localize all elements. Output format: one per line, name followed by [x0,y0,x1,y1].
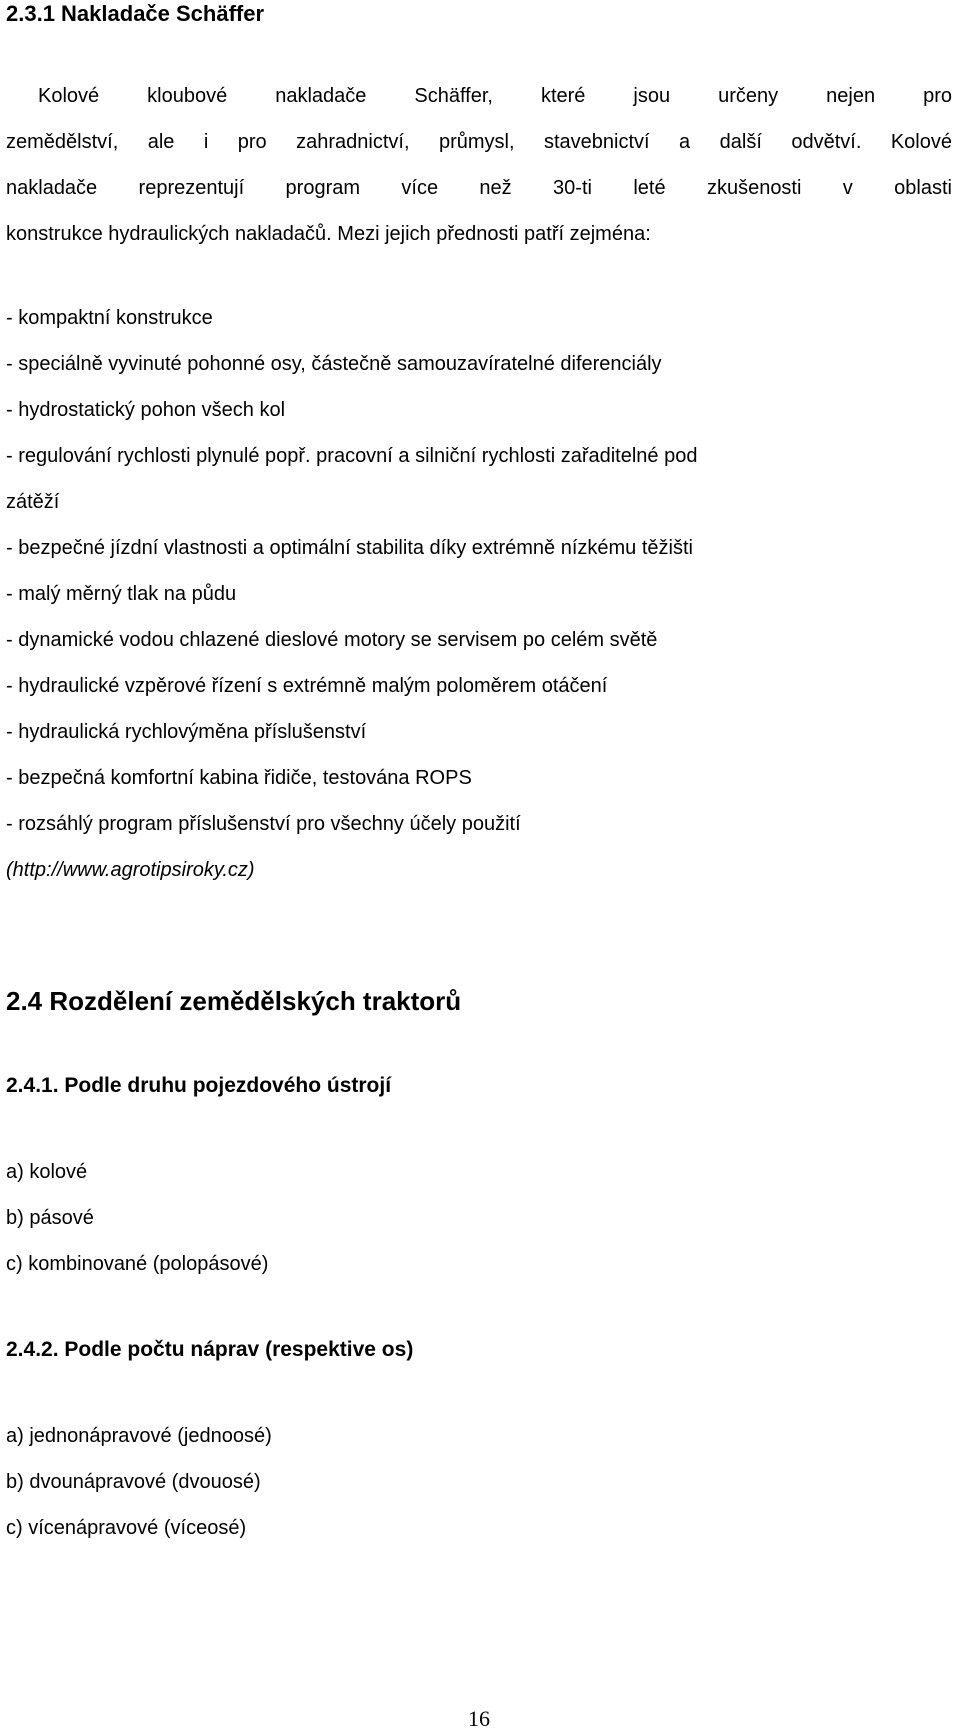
feature-item: - hydrostatický pohon všech kol [6,399,286,421]
subsection-heading-2: 2.4.2. Podle počtu náprav (respektive os) [6,1338,414,1361]
subsection-1-item: c) kombinované (polopásové) [6,1253,269,1275]
feature-item: - kompaktní konstrukce [6,307,213,329]
section-heading: 2.3.1 Nakladače Schäffer [6,1,265,26]
subsection-2-item: c) vícenápravové (víceosé) [6,1517,247,1539]
intro-line-3: nakladače reprezentují program více než 30-ti leté zkušenosti v oblasti [6,177,952,199]
feature-item: - regulování rychlosti plynulé popř. pracovní a silniční rychlosti zařaditelné pod [6,445,698,467]
feature-item: - hydraulické vzpěrové řízení s extrémně malým poloměrem otáčení [6,675,608,697]
subsection-1-item: a) kolové [6,1161,88,1183]
subsection-heading-1: 2.4.1. Podle druhu pojezdového ústrojí [6,1074,392,1097]
intro-line-2: zemědělství, ale i pro zahradnictví, průmysl, stavebnictví a další odvětví. Kolové [6,131,952,153]
feature-item: - malý měrný tlak na půdu [6,583,237,605]
intro-line-1: Kolové kloubové nakladače Schäffer, které jsou určeny nejen pro [38,85,952,107]
document-page [6,0,952,1734]
feature-item: - bezpečné jízdní vlastnosti a optimální stabilita díky extrémně nízkému těžišti [6,537,693,559]
source-citation: (http://www.agrotipsiroky.cz) [6,859,255,881]
page-number: 16 [468,1706,490,1731]
subsection-2-item: b) dvounápravové (dvouosé) [6,1471,261,1493]
main-heading: 2.4 Rozdělení zemědělských traktorů [6,986,462,1016]
feature-item: - bezpečná komfortní kabina řidiče, testována ROPS [6,767,472,789]
feature-item: - rozsáhlý program příslušenství pro všechny účely použití [6,813,521,835]
feature-item: - hydraulická rychlovýměna příslušenství [6,721,367,743]
subsection-1-item: b) pásové [6,1207,94,1229]
intro-line-4: konstrukce hydraulických nakladačů. Mezi jejich přednosti patří zejména: [6,223,651,245]
feature-item: - speciálně vyvinuté pohonné osy, částečně samouzavíratelné diferenciály [6,353,662,375]
subsection-2-item: a) jednonápravové (jednoosé) [6,1425,272,1447]
feature-item-continuation: zátěží [6,491,60,513]
feature-item: - dynamické vodou chlazené dieslové motory se servisem po celém světě [6,629,658,651]
